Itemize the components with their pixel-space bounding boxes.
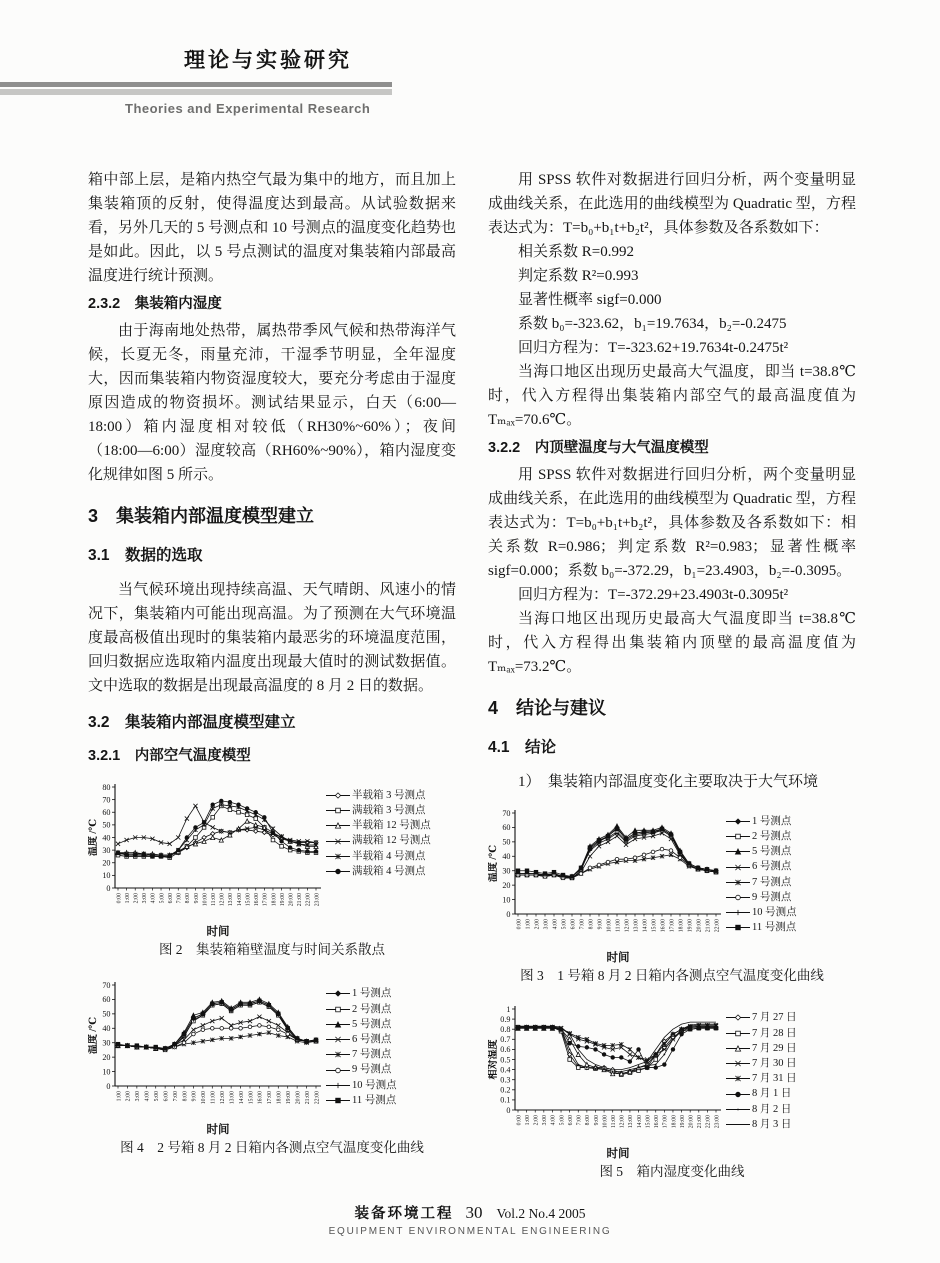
paragraph: 当海口地区出现历史最高大气温度即当 t=38.8℃ 时，代入方程得出集装箱内顶壁的最高温度值为 Tₘₐₓ=73.2℃。 (488, 611, 856, 676)
svg-text:14:00: 14:00 (636, 1115, 643, 1129)
page-header (0, 0, 940, 116)
svg-text:70: 70 (102, 795, 111, 805)
svg-text:12:00: 12:00 (624, 918, 631, 932)
svg-text:3:00: 3:00 (542, 1115, 549, 1126)
svg-text:0.2: 0.2 (500, 1085, 511, 1095)
legend-marker-icon (726, 1059, 750, 1068)
svg-text:1:00: 1:00 (525, 918, 532, 930)
legend-item (326, 1002, 397, 1017)
legend-marker-icon (726, 847, 750, 856)
legend-item (726, 890, 797, 905)
legend-label: 7 月 30 日 (752, 1058, 797, 1070)
legend-label: 半载箱 12 号测点 (352, 820, 431, 832)
svg-text:11:00: 11:00 (610, 1115, 617, 1129)
figure-5-legend (726, 1002, 797, 1132)
section-banner-en: Theories and Experimental Research (125, 101, 371, 116)
svg-text:5:00: 5:00 (559, 1115, 566, 1126)
svg-text:15:00: 15:00 (248, 1091, 255, 1105)
legend-marker-icon (726, 1105, 750, 1114)
svg-text:0:00: 0:00 (516, 918, 523, 930)
legend-label: 2 号测点 (752, 831, 792, 842)
svg-text:60: 60 (102, 995, 111, 1005)
svg-text:70: 70 (502, 808, 511, 818)
svg-text:1: 1 (506, 1005, 511, 1015)
svg-text:9:00: 9:00 (597, 918, 604, 930)
svg-text:8:00: 8:00 (588, 918, 595, 930)
svg-text:14:00: 14:00 (238, 1091, 245, 1105)
svg-text:2:00: 2:00 (133, 892, 140, 904)
legend-item (726, 814, 797, 829)
svg-text:6:00: 6:00 (570, 918, 577, 930)
svg-text:19:00: 19:00 (279, 892, 286, 906)
legend-item (726, 1041, 797, 1056)
svg-text:4:00: 4:00 (552, 918, 559, 930)
svg-text:18:00: 18:00 (671, 1115, 678, 1129)
legend-label: 6 号测点 (352, 1034, 392, 1046)
legend-marker-icon (726, 832, 750, 841)
legend-marker-icon (726, 1013, 750, 1022)
page-number: 30 (465, 1203, 483, 1222)
journal-name-cn: 装备环境工程 (354, 1206, 454, 1222)
regression-equation-2: 回归方程为：T=-372.29+23.4903t-0.3095t² (518, 587, 789, 604)
legend-label: 1 号测点 (752, 815, 792, 827)
svg-text:21:00: 21:00 (304, 1091, 311, 1105)
svg-text:3:00: 3:00 (543, 918, 550, 930)
svg-text:温度 /℃: 温度 /℃ (88, 1017, 99, 1055)
legend-item (726, 1071, 797, 1086)
legend-label: 7 月 28 日 (752, 1027, 797, 1039)
svg-text:6:00: 6:00 (567, 1115, 574, 1126)
volume-info: Vol.2 No.4 2005 (496, 1206, 586, 1221)
legend-label: 11 号测点 (352, 1094, 397, 1106)
legend-label: 5 号测点 (352, 1018, 392, 1030)
figure-3-caption: 图 3 1 号箱 8 月 2 日箱内各测点空气温度变化曲线 (520, 967, 824, 983)
svg-text:30: 30 (102, 1038, 111, 1048)
svg-text:2:00: 2:00 (534, 918, 541, 930)
legend-marker-icon (326, 852, 350, 861)
svg-text:18:00: 18:00 (271, 892, 278, 906)
svg-text:7:00: 7:00 (576, 1115, 583, 1126)
figure-5-caption: 图 5 箱内湿度变化曲线 (599, 1164, 745, 1180)
heading-3-2-2: 3.2.2 内顶壁温度与大气温度模型 (488, 440, 709, 456)
figure-3-legend (726, 806, 797, 936)
svg-text:40: 40 (102, 833, 111, 843)
svg-text:21:00: 21:00 (297, 892, 304, 906)
right-column (488, 168, 856, 1183)
legend-label: 9 号测点 (752, 891, 792, 903)
svg-text:1:00: 1:00 (524, 1115, 531, 1126)
legend-marker-icon (326, 1066, 350, 1075)
left-column (88, 168, 456, 1183)
legend-item (726, 829, 797, 844)
svg-text:12:00: 12:00 (219, 892, 226, 906)
svg-text:时间: 时间 (206, 925, 230, 938)
svg-text:10:00: 10:00 (602, 1115, 609, 1129)
svg-text:4:00: 4:00 (150, 892, 157, 904)
legend-marker-icon (326, 806, 350, 815)
legend-marker-icon (726, 1120, 750, 1129)
legend-item (726, 905, 797, 920)
two-column-body (88, 168, 940, 1183)
svg-text:17:00: 17:00 (662, 1115, 669, 1129)
legend-item (726, 875, 797, 890)
svg-text:60: 60 (102, 807, 111, 817)
svg-text:22:00: 22:00 (314, 1091, 321, 1105)
legend-marker-icon (726, 817, 750, 826)
svg-text:19:00: 19:00 (687, 918, 694, 932)
svg-text:0: 0 (506, 1106, 511, 1116)
legend-marker-icon (326, 821, 350, 830)
legend-marker-icon (726, 1074, 750, 1083)
legend-marker-icon (726, 908, 750, 917)
svg-text:21:00: 21:00 (697, 1115, 704, 1129)
legend-item (726, 1086, 797, 1101)
svg-text:16:00: 16:00 (654, 1115, 661, 1129)
legend-item (326, 1093, 397, 1108)
svg-text:60: 60 (502, 823, 511, 833)
paragraph: 当海口地区出现历史最高大气温度，即当 t=38.8℃ 时，代入方程得出集装箱内部空气的最高温度值为 Tₘₐₓ=70.6℃。 (488, 364, 856, 428)
svg-text:20:00: 20:00 (295, 1091, 302, 1105)
heading-2-3-2: 2.3.2 集装箱内湿度 (88, 296, 222, 312)
svg-text:9:00: 9:00 (193, 892, 200, 904)
stat-line-sigf: 显著性概率 sigf=0.000 (518, 292, 662, 308)
svg-text:0.5: 0.5 (500, 1055, 511, 1065)
svg-text:30: 30 (102, 845, 111, 855)
svg-text:0.4: 0.4 (500, 1065, 511, 1075)
svg-text:11:00: 11:00 (615, 918, 622, 932)
legend-label: 半载箱 3 号测点 (352, 789, 426, 801)
svg-text:5:00: 5:00 (154, 1091, 161, 1102)
legend-label: 6 号测点 (752, 861, 792, 873)
legend-label: 满载箱 3 号测点 (352, 804, 426, 816)
svg-text:10: 10 (102, 870, 111, 880)
legend-item (726, 1010, 797, 1025)
legend-label: 5 号测点 (752, 846, 792, 858)
journal-name-en: EQUIPMENT ENVIRONMENTAL ENGINEERING (328, 1226, 612, 1237)
figure-5-plot (488, 1002, 726, 1160)
legend-marker-icon (326, 837, 350, 846)
stat-line-r2: 判定系数 R²=0.993 (518, 268, 639, 284)
legend-item (326, 1032, 397, 1047)
legend-item (726, 1056, 797, 1071)
svg-text:相对湿度: 相对湿度 (488, 1039, 499, 1080)
svg-text:22:00: 22:00 (705, 1115, 712, 1129)
svg-text:6:00: 6:00 (167, 892, 174, 904)
svg-text:13:00: 13:00 (228, 892, 235, 906)
svg-text:5:00: 5:00 (561, 918, 568, 930)
svg-text:20:00: 20:00 (696, 918, 703, 932)
svg-text:0: 0 (106, 883, 111, 893)
svg-text:0.1: 0.1 (500, 1096, 511, 1106)
heading-3-2: 3.2 集装箱内部温度模型建立 (88, 713, 296, 731)
svg-text:30: 30 (502, 866, 511, 876)
svg-text:8:00: 8:00 (585, 1115, 592, 1126)
legend-label: 7 号测点 (352, 1049, 392, 1061)
figure-2 (88, 780, 456, 961)
svg-text:13:00: 13:00 (229, 1091, 236, 1105)
figure-3 (488, 806, 856, 987)
svg-text:50: 50 (502, 837, 511, 847)
legend-label: 7 号测点 (752, 876, 792, 888)
figure-4-legend (326, 978, 397, 1108)
paragraph: 箱中部上层，是箱内热空气最为集中的地方，而且加上集装箱顶的反射，使得温度达到最高。从试验数据来看，另外几天的 5 号测点和 10 号测点的温度变化趋势也是如此。因此，以 5 号点测试的温度对集装箱内部最高温度进行统计预测。 (88, 172, 456, 284)
svg-text:0.8: 0.8 (500, 1025, 511, 1035)
paragraph: 用 SPSS 软件对数据进行回归分析，两个变量明显成曲线关系，在此选用的曲线模型为 Quadratic 型，方程表达式为：T=b₀+b₁t+b₂t²，具体参数及各系数如下：相关系数 R=0.986；判定系数 R²=0.983；显著性概率 sigf=0.000；系数 b₀=-372.29，b₁=23.4903，b₂=-0.3095。 (488, 467, 856, 580)
svg-text:0.6: 0.6 (500, 1045, 511, 1055)
heading-4-1: 4.1 结论 (488, 738, 557, 756)
legend-item (726, 1026, 797, 1041)
regression-equation-1: 回归方程为：T=-323.62+19.7634t-0.2475t² (518, 340, 789, 356)
svg-text:20: 20 (502, 880, 511, 890)
svg-text:13:00: 13:00 (633, 918, 640, 932)
figure-3-plot (488, 806, 726, 964)
heading-3-2-1: 3.2.1 内部空气温度模型 (88, 747, 251, 764)
svg-text:0.3: 0.3 (500, 1075, 511, 1085)
legend-label: 1 号测点 (352, 988, 392, 1000)
svg-text:70: 70 (102, 981, 111, 991)
legend-label: 2 号测点 (352, 1003, 392, 1015)
legend-item (326, 986, 397, 1001)
legend-label: 11 号测点 (752, 922, 797, 934)
svg-text:12:00: 12:00 (220, 1091, 227, 1105)
svg-text:10:00: 10:00 (606, 918, 613, 932)
legend-item (326, 1017, 397, 1032)
svg-text:温度 /℃: 温度 /℃ (88, 818, 99, 856)
svg-text:80: 80 (102, 782, 111, 792)
legend-marker-icon (726, 863, 750, 872)
svg-text:7:00: 7:00 (176, 892, 183, 904)
legend-item (726, 1117, 797, 1132)
svg-text:40: 40 (102, 1024, 111, 1034)
svg-text:13:00: 13:00 (628, 1115, 635, 1129)
figure-5 (488, 1002, 856, 1183)
header-rule-light (0, 89, 392, 95)
legend-item (326, 849, 431, 864)
stat-line-coeffs: 系数 b₀=-323.62，b₁=19.7634，b₂=-0.2475 (518, 316, 787, 332)
heading-4: 4 结论与建议 (488, 698, 607, 719)
legend-item (726, 844, 797, 859)
svg-text:20: 20 (102, 1053, 111, 1063)
svg-text:0:00: 0:00 (116, 892, 123, 904)
page-footer (0, 1202, 940, 1237)
stat-line-r: 相关系数 R=0.992 (518, 244, 634, 260)
svg-text:17:00: 17:00 (262, 892, 269, 906)
svg-text:15:00: 15:00 (245, 892, 252, 906)
legend-item (326, 1062, 397, 1077)
svg-text:8:00: 8:00 (182, 1091, 189, 1102)
legend-item (326, 803, 431, 818)
legend-label: 8 月 2 日 (752, 1103, 792, 1115)
legend-marker-icon (726, 878, 750, 887)
legend-item (726, 859, 797, 874)
legend-label: 9 号测点 (352, 1064, 392, 1076)
svg-text:1:00: 1:00 (124, 892, 131, 904)
svg-text:23:00: 23:00 (714, 1115, 721, 1129)
figure-2-legend (326, 780, 431, 879)
legend-label: 7 月 31 日 (752, 1073, 797, 1085)
legend-marker-icon (326, 1081, 350, 1090)
legend-label: 8 月 1 日 (752, 1088, 792, 1100)
legend-label: 7 月 29 日 (752, 1042, 797, 1054)
legend-marker-icon (726, 923, 750, 932)
figure-4 (88, 978, 456, 1159)
svg-text:11:00: 11:00 (210, 1091, 217, 1105)
legend-label: 半载箱 4 号测点 (352, 850, 426, 862)
legend-item (326, 818, 431, 833)
svg-text:19:00: 19:00 (286, 1091, 293, 1105)
svg-text:5:00: 5:00 (159, 892, 166, 904)
svg-text:4:00: 4:00 (144, 1091, 151, 1102)
svg-text:4:00: 4:00 (550, 1115, 557, 1126)
svg-text:7:00: 7:00 (172, 1091, 179, 1102)
paragraph: 当气候环境出现持续高温、天气晴朗、风速小的情况下，集装箱内可能出现高温。为了预测在大气环境温度最高极值出现时的集装箱内最恶劣的环境温度范围，回归数据应选取箱内温度出现最大值时的测试数据值。文中选取的数据是出现最高温度的 8 月 2 日的数据。 (88, 581, 456, 694)
legend-item (726, 1102, 797, 1117)
svg-text:16:00: 16:00 (660, 918, 667, 932)
legend-marker-icon (326, 791, 350, 800)
legend-marker-icon (326, 867, 350, 876)
svg-text:时间: 时间 (606, 1148, 630, 1161)
legend-label: 10 号测点 (352, 1079, 397, 1091)
legend-item (326, 864, 431, 879)
paragraph: 1） 集装箱内部温度变化主要取决于大气环境 (518, 773, 819, 790)
svg-text:18:00: 18:00 (276, 1091, 283, 1105)
svg-text:1:00: 1:00 (116, 1091, 123, 1102)
svg-text:50: 50 (102, 820, 111, 830)
heading-3-1: 3.1 数据的选取 (88, 546, 203, 564)
svg-text:0.7: 0.7 (500, 1035, 511, 1045)
paragraph: 用 SPSS 软件对数据进行回归分析，两个变量明显成曲线关系，在此选用的曲线模型为 Quadratic 型，方程表达式为：T=b₀+b₁t+b₂t²，具体参数及各系数如下： (488, 172, 856, 236)
figure-2-plot (88, 780, 326, 938)
legend-marker-icon (726, 1029, 750, 1038)
svg-text:18:00: 18:00 (678, 918, 685, 932)
svg-text:40: 40 (502, 851, 511, 861)
figure-4-caption: 图 4 2 号箱 8 月 2 日箱内各测点空气温度变化曲线 (120, 1140, 424, 1156)
legend-marker-icon (326, 1005, 350, 1014)
svg-text:8:00: 8:00 (185, 892, 192, 904)
legend-item (326, 788, 431, 803)
legend-item (326, 1078, 397, 1093)
legend-label: 满载箱 4 号测点 (352, 865, 426, 877)
svg-text:7:00: 7:00 (579, 918, 586, 930)
svg-text:10: 10 (102, 1067, 111, 1077)
svg-text:6:00: 6:00 (163, 1091, 170, 1102)
svg-text:20: 20 (102, 858, 111, 868)
svg-text:14:00: 14:00 (642, 918, 649, 932)
figure-4-plot (88, 978, 326, 1136)
svg-text:11:00: 11:00 (210, 892, 217, 906)
svg-text:16:00: 16:00 (254, 892, 261, 906)
svg-text:20:00: 20:00 (288, 892, 295, 906)
svg-text:50: 50 (102, 1010, 111, 1020)
svg-text:20:00: 20:00 (688, 1115, 695, 1129)
svg-text:12:00: 12:00 (619, 1115, 626, 1129)
paragraph: 由于海南地处热带，属热带季风气候和热带海洋气候，长夏无冬，雨量充沛，干湿季节明显，全年湿度大，因而集装箱内物资湿度较大，要充分考虑由于湿度原因造成的物资损坏。测试结果显示，白天（6:00—18:00）箱内湿度相对较低（RH30%~60%）；夜间（18:00—6:00）湿度较高（RH60%~90%），箱内湿度变化规律如图 5 所示。 (88, 323, 456, 484)
svg-text:14:00: 14:00 (236, 892, 243, 906)
svg-text:9:00: 9:00 (593, 1115, 600, 1126)
legend-marker-icon (326, 1096, 350, 1105)
svg-text:23:00: 23:00 (314, 892, 321, 906)
svg-text:17:00: 17:00 (669, 918, 676, 932)
legend-label: 满载箱 12 号测点 (352, 835, 431, 847)
svg-text:0: 0 (506, 909, 511, 919)
header-rule-dark (0, 82, 392, 87)
svg-text:0: 0 (106, 1082, 111, 1092)
svg-text:17:00: 17:00 (267, 1091, 274, 1105)
svg-text:9:00: 9:00 (191, 1091, 198, 1102)
legend-item (326, 833, 431, 848)
svg-text:2:00: 2:00 (533, 1115, 540, 1126)
legend-label: 7 月 27 日 (752, 1012, 797, 1024)
svg-text:3:00: 3:00 (142, 892, 149, 904)
svg-text:10:00: 10:00 (201, 1091, 208, 1105)
legend-marker-icon (726, 1090, 750, 1099)
svg-text:2:00: 2:00 (125, 1091, 132, 1102)
svg-text:22:00: 22:00 (305, 892, 312, 906)
legend-marker-icon (726, 893, 750, 902)
legend-label: 8 月 3 日 (752, 1118, 792, 1130)
svg-text:15:00: 15:00 (645, 1115, 652, 1129)
legend-marker-icon (326, 989, 350, 998)
legend-item (326, 1047, 397, 1062)
legend-marker-icon (326, 1050, 350, 1059)
svg-text:3:00: 3:00 (135, 1091, 142, 1102)
svg-text:10:00: 10:00 (202, 892, 209, 906)
svg-text:21:00: 21:00 (705, 918, 712, 932)
figure-2-caption: 图 2 集装箱箱壁温度与时间关系散点 (158, 941, 386, 957)
svg-text:0:00: 0:00 (516, 1115, 523, 1126)
legend-label: 10 号测点 (752, 907, 797, 919)
svg-text:0.9: 0.9 (500, 1015, 511, 1025)
heading-3: 3 集装箱内部温度模型建立 (88, 506, 315, 527)
legend-marker-icon (326, 1035, 350, 1044)
legend-marker-icon (726, 1044, 750, 1053)
svg-text:15:00: 15:00 (651, 918, 658, 932)
svg-text:22:00: 22:00 (714, 918, 721, 932)
svg-text:时间: 时间 (606, 951, 630, 964)
legend-marker-icon (326, 1020, 350, 1029)
svg-text:时间: 时间 (206, 1124, 230, 1137)
svg-text:19:00: 19:00 (679, 1115, 686, 1129)
svg-text:16:00: 16:00 (257, 1091, 264, 1105)
section-banner-cn: 理论与实验研究 (184, 49, 352, 72)
svg-text:10: 10 (502, 895, 511, 905)
svg-text:温度 /℃: 温度 /℃ (488, 844, 499, 882)
legend-item (726, 920, 797, 935)
